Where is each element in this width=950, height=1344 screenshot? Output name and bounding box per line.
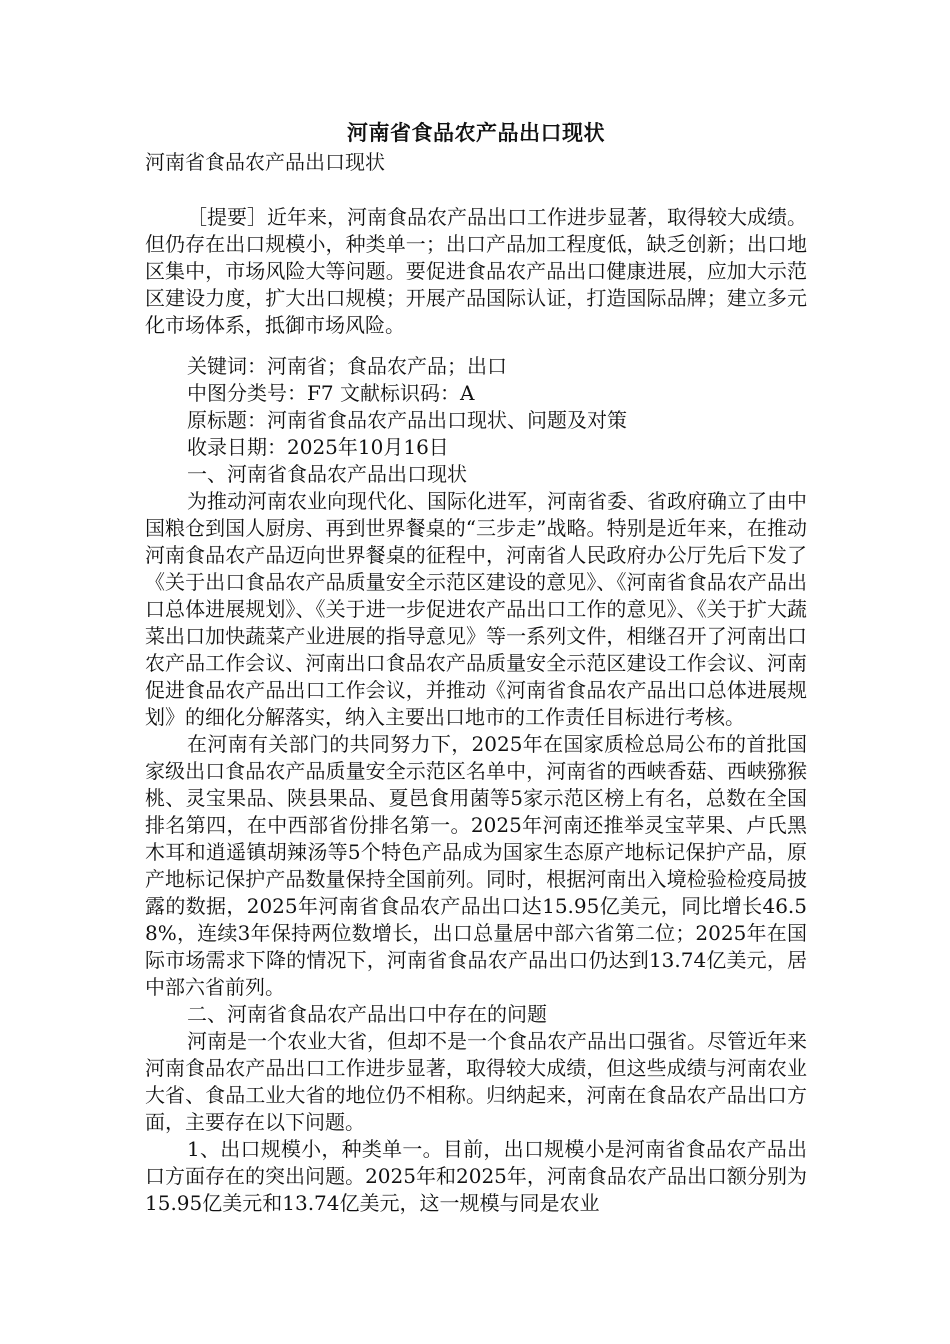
section-heading-2: 二、河南省食品农产品出口中存在的问题	[187, 1002, 547, 1026]
classification-line: 中图分类号：F7 文献标识码：A	[187, 381, 475, 405]
received-date-line: 收录日期：2025年10月16日	[187, 435, 449, 459]
body-paragraph: 在河南有关部门的共同努力下，2025年在国家质检总局公布的首批国家级出口食品农产品质量安全示范区名单中，河南省的西峡香菇、西峡猕猴桃、灵宝果品、陕县果品、夏邑食用菌等5家示范区榜上有名，总数在全国排名第四，在中西部省份排名第一。2025年河南还推举灵宝苹果、卢氏黑木耳和逍遥镇胡辣汤等5个特色产品成为国家生态原产地标记保护产品，原产地标记保护产品数量保持全国前列。同时，根据河南出入境检验检疫局披露的数据，2025年河南省食品农产品出口达15.95亿美元，同比增长46.58%，连续3年保持两位数增长，出口总量居中部六省第二位；2025年在国际市场需求下降的情况下，河南省食品农产品出口仍达到13.74亿美元，居中部六省前列。	[145, 732, 807, 999]
spacer	[145, 339, 807, 353]
document-title: 河南省食品农产品出口现状	[347, 120, 605, 145]
original-title-line: 原标题：河南省食品农产品出口现状、问题及对策	[187, 408, 627, 432]
keywords-line: 关键词：河南省；食品农产品；出口	[187, 354, 507, 378]
body-paragraph: 为推动河南农业向现代化、国际化进军，河南省委、省政府确立了由中国粮仓到国人厨房、再到世界餐桌的“三步走”战略。特别是近年来，在推动河南食品农产品迈向世界餐桌的征程中，河南省人民政府办公厅先后下发了《关于出口食品农产品质量安全示范区建设的意见》、《河南省食品农产品出口总体进展规划》、《关于进一步促进农产品出口工作的意见》、《关于扩大蔬菜出口加快蔬菜产业进展的指导意见》等一系列文件，相继召开了河南出口农产品工作会议、河南出口食品农产品质量安全示范区建设工作会议、河南促进食品农产品出口工作会议，并推动《河南省食品农产品出口总体进展规划》的细化分解落实，纳入主要出口地市的工作责任目标进行考核。	[145, 489, 807, 729]
body-paragraph: 河南是一个农业大省，但却不是一个食品农产品出口强省。尽管近年来河南食品农产品出口工作进步显著，取得较大成绩，但这些成绩与河南农业大省、食品工业大省的地位仍不相称。归纳起来，河南在食品农产品出口方面，主要存在以下问题。	[145, 1029, 807, 1134]
document-subtitle: 河南省食品农产品出口现状	[145, 150, 385, 174]
body-paragraph: 1、出口规模小，种类单一。目前，出口规模小是河南省食品农产品出口方面存在的突出问题。2025年和2025年，河南食品农产品出口额分别为15.95亿美元和13.74亿美元，这一规模与同是农业	[145, 1137, 807, 1215]
spacer	[145, 176, 807, 204]
section-heading-1: 一、河南省食品农产品出口现状	[187, 462, 467, 486]
document-page	[145, 118, 807, 1217]
abstract-paragraph: ［提要］近年来，河南食品农产品出口工作进步显著，取得较大成绩。但仍存在出口规模小，种类单一；出口产品加工程度低，缺乏创新；出口地区集中，市场风险大等问题。要促进食品农产品出口健康进展，应加大示范区建设力度，扩大出口规模；开展产品国际认证，打造国际品牌；建立多元化市场体系，抵御市场风险。	[145, 205, 807, 337]
